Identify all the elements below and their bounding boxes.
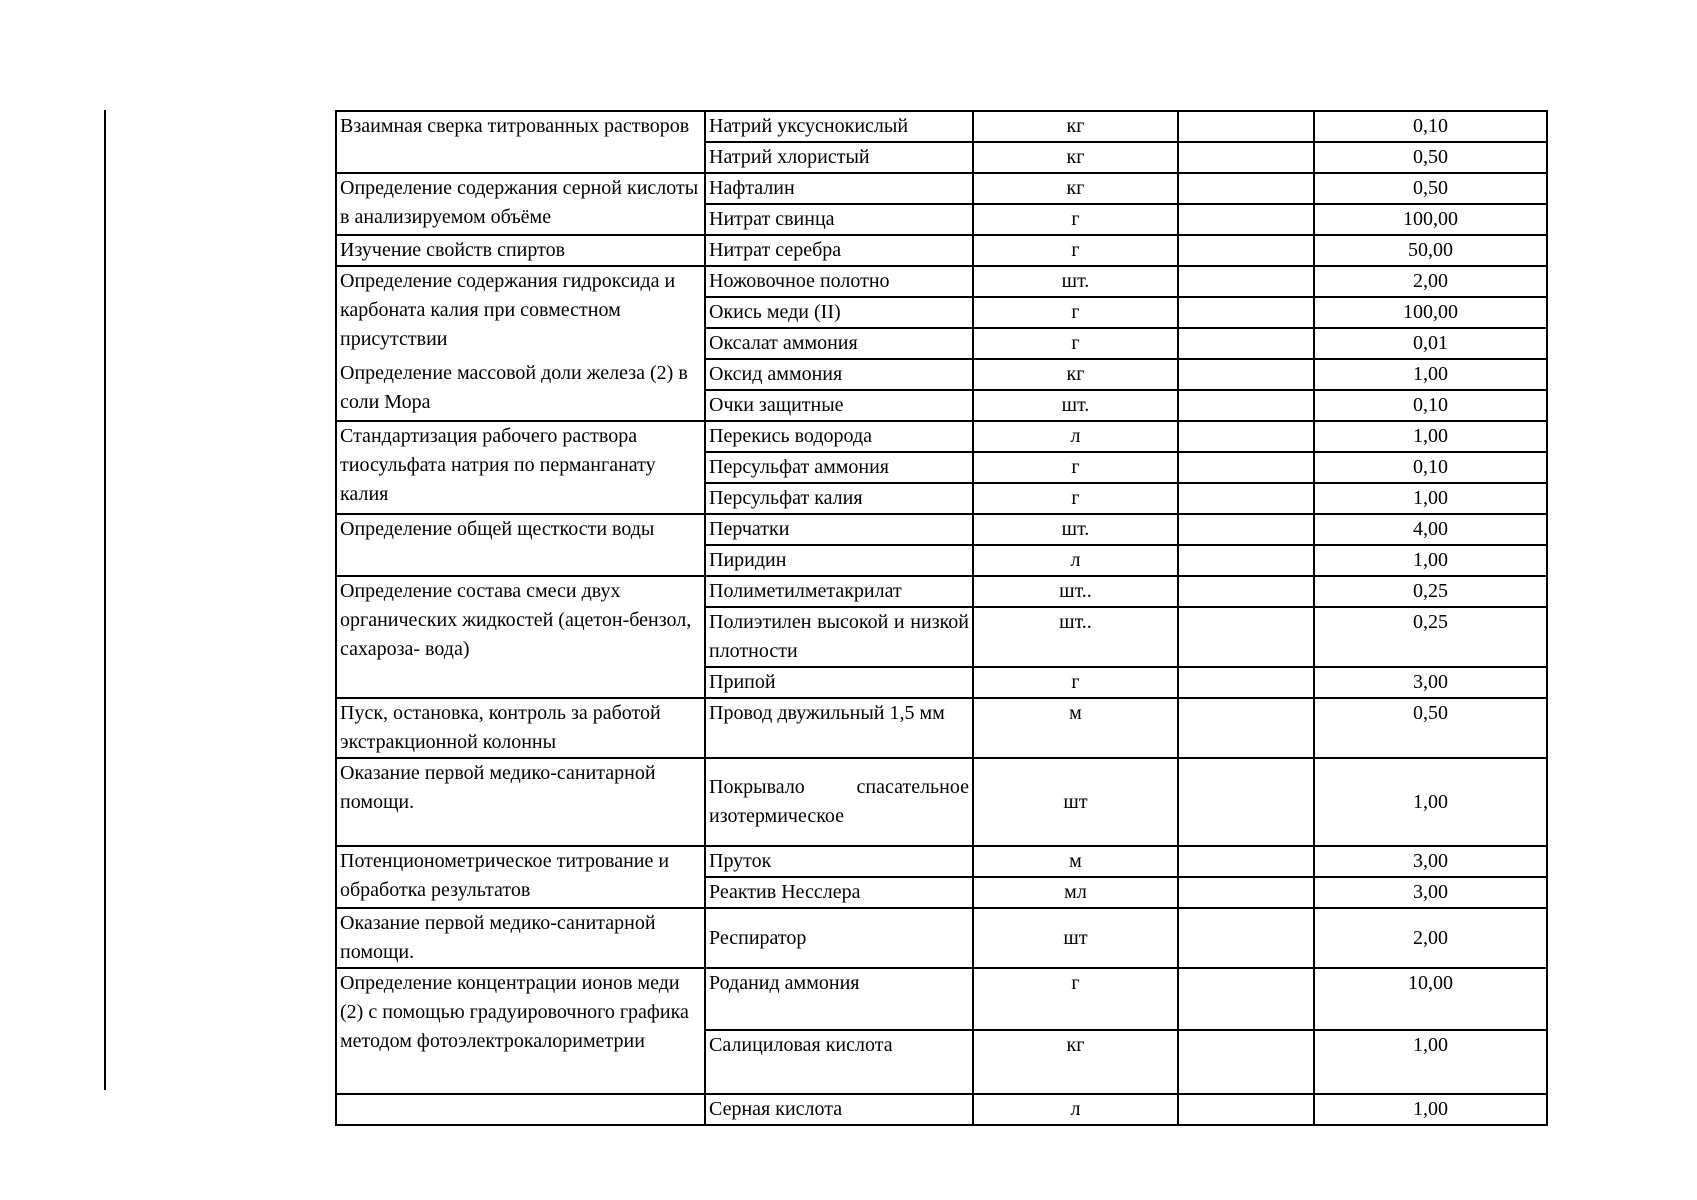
material-name: Персульфат аммония: [705, 452, 973, 483]
table-row: [336, 514, 1547, 545]
material-name: Ножовочное полотно: [705, 266, 973, 297]
table-row: [336, 173, 1547, 204]
material-qty: 10,00: [1314, 968, 1547, 1030]
material-qty: 4,00: [1314, 514, 1547, 545]
material-extra: [1178, 846, 1314, 877]
material-name: Припой: [705, 667, 973, 698]
material-extra: [1178, 698, 1314, 758]
materials-table: [335, 110, 1548, 1126]
material-qty: 0,50: [1314, 698, 1547, 758]
table-row: [336, 235, 1547, 266]
material-extra: [1178, 266, 1314, 297]
material-qty: 100,00: [1314, 204, 1547, 235]
material-name: Персульфат калия: [705, 483, 973, 514]
material-name: Провод двужильный 1,5 мм: [705, 698, 973, 758]
table-row: [336, 421, 1547, 452]
material-name: Натрий уксуснокислый: [705, 111, 973, 142]
material-qty: 0,10: [1314, 390, 1547, 421]
work-cell: Потенционометрическое титрование и обработка результатов: [336, 846, 705, 908]
material-extra: [1178, 328, 1314, 359]
table-row: [336, 359, 1547, 390]
material-name: Пиридин: [705, 545, 973, 576]
material-qty: 0,01: [1314, 328, 1547, 359]
material-extra: [1178, 421, 1314, 452]
work-cell: Определение концентрации ионов меди (2) с помощью градуировочного графика методом фотоэлектрокалориметрии: [336, 968, 705, 1094]
material-extra: [1178, 607, 1314, 667]
material-qty: 1,00: [1314, 545, 1547, 576]
material-unit: кг: [973, 1030, 1178, 1094]
material-name: Полиметилметакрилат: [705, 576, 973, 607]
work-cell: [336, 1094, 705, 1125]
material-extra: [1178, 111, 1314, 142]
material-unit: кг: [973, 142, 1178, 173]
material-qty: 1,00: [1314, 1094, 1547, 1125]
material-qty: 2,00: [1314, 908, 1547, 968]
material-unit: шт: [973, 908, 1178, 968]
material-extra: [1178, 877, 1314, 908]
material-name: Нитрат свинца: [705, 204, 973, 235]
material-qty: 3,00: [1314, 877, 1547, 908]
material-unit: л: [973, 421, 1178, 452]
work-cell: Стандартизация рабочего раствора тиосульфата натрия по перманганату калия: [336, 421, 705, 514]
material-unit: шт: [973, 758, 1178, 846]
work-cell: Определение массовой доли железа (2) в соли Мора: [336, 359, 705, 421]
material-qty: 0,25: [1314, 576, 1547, 607]
table-row: [336, 576, 1547, 607]
work-cell: Взаимная сверка титрованных растворов: [336, 111, 705, 173]
table-row: [336, 111, 1547, 142]
left-margin-line: [104, 110, 106, 1090]
table-row: [336, 846, 1547, 877]
material-name: Полиэтилен высокой и низкой плотности: [705, 607, 973, 667]
material-name: Натрий хлористый: [705, 142, 973, 173]
material-qty: 0,10: [1314, 111, 1547, 142]
material-name: Окись меди (II): [705, 297, 973, 328]
material-name: Роданид аммония: [705, 968, 973, 1030]
material-extra: [1178, 667, 1314, 698]
table-row: [336, 266, 1547, 297]
material-qty: 2,00: [1314, 266, 1547, 297]
material-extra: [1178, 483, 1314, 514]
material-name: Нитрат серебра: [705, 235, 973, 266]
material-extra: [1178, 968, 1314, 1030]
material-unit: г: [973, 235, 1178, 266]
material-unit: г: [973, 328, 1178, 359]
material-extra: [1178, 1094, 1314, 1125]
material-qty: 3,00: [1314, 667, 1547, 698]
material-name: Салициловая кислота: [705, 1030, 973, 1094]
material-unit: г: [973, 483, 1178, 514]
material-unit: шт..: [973, 607, 1178, 667]
material-name: Пруток: [705, 846, 973, 877]
material-unit: шт.: [973, 266, 1178, 297]
material-name: Серная кислота: [705, 1094, 973, 1125]
material-extra: [1178, 758, 1314, 846]
material-qty: 1,00: [1314, 1030, 1547, 1094]
material-qty: 1,00: [1314, 359, 1547, 390]
work-cell: Пуск, остановка, контроль за работой экстракционной колонны: [336, 698, 705, 758]
work-cell: Оказание первой медико-санитарной помощи.: [336, 758, 705, 846]
material-name: Нафталин: [705, 173, 973, 204]
material-qty: 1,00: [1314, 421, 1547, 452]
material-extra: [1178, 359, 1314, 390]
material-qty: 3,00: [1314, 846, 1547, 877]
material-unit: г: [973, 452, 1178, 483]
material-unit: г: [973, 968, 1178, 1030]
material-name: Перекись водорода: [705, 421, 973, 452]
material-extra: [1178, 576, 1314, 607]
material-extra: [1178, 452, 1314, 483]
material-extra: [1178, 142, 1314, 173]
work-cell: Определение общей щесткости воды: [336, 514, 705, 576]
material-extra: [1178, 514, 1314, 545]
table-row: [336, 758, 1547, 846]
material-unit: г: [973, 204, 1178, 235]
material-qty: 1,00: [1314, 758, 1547, 846]
material-extra: [1178, 235, 1314, 266]
material-extra: [1178, 1030, 1314, 1094]
work-cell: Изучение свойств спиртов: [336, 235, 705, 266]
work-cell: Определение содержания серной кислоты в анализируемом объёме: [336, 173, 705, 235]
material-unit: кг: [973, 359, 1178, 390]
material-qty: 1,00: [1314, 483, 1547, 514]
material-name: Оксид аммония: [705, 359, 973, 390]
table-row: [336, 908, 1547, 968]
table-row: [336, 698, 1547, 758]
material-extra: [1178, 204, 1314, 235]
material-qty: 0,50: [1314, 173, 1547, 204]
material-unit: кг: [973, 111, 1178, 142]
material-unit: шт.: [973, 514, 1178, 545]
material-qty: 0,50: [1314, 142, 1547, 173]
material-extra: [1178, 908, 1314, 968]
material-unit: г: [973, 297, 1178, 328]
material-extra: [1178, 173, 1314, 204]
material-name: Перчатки: [705, 514, 973, 545]
material-unit: л: [973, 545, 1178, 576]
material-name: Очки защитные: [705, 390, 973, 421]
material-extra: [1178, 390, 1314, 421]
material-name: Оксалат аммония: [705, 328, 973, 359]
material-qty: 0,10: [1314, 452, 1547, 483]
material-qty: 0,25: [1314, 607, 1547, 667]
work-cell: Определение содержания гидроксида и карбоната калия при совместном присутствии: [336, 266, 705, 359]
material-unit: шт.: [973, 390, 1178, 421]
material-unit: г: [973, 667, 1178, 698]
material-unit: шт..: [973, 576, 1178, 607]
material-name: Респиратор: [705, 908, 973, 968]
work-cell: Оказание первой медико-санитарной помощи.: [336, 908, 705, 968]
material-name: Покрывало спасательное изотермическое: [705, 758, 973, 846]
material-extra: [1178, 297, 1314, 328]
material-unit: л: [973, 1094, 1178, 1125]
table-row: [336, 968, 1547, 1030]
work-cell: Определение состава смеси двух органических жидкостей (ацетон-бензол, сахароза- вода): [336, 576, 705, 698]
material-unit: мл: [973, 877, 1178, 908]
material-extra: [1178, 545, 1314, 576]
material-unit: кг: [973, 173, 1178, 204]
table-row: [336, 1094, 1547, 1125]
material-qty: 50,00: [1314, 235, 1547, 266]
material-unit: м: [973, 846, 1178, 877]
material-name: Реактив Несслера: [705, 877, 973, 908]
material-unit: м: [973, 698, 1178, 758]
material-qty: 100,00: [1314, 297, 1547, 328]
